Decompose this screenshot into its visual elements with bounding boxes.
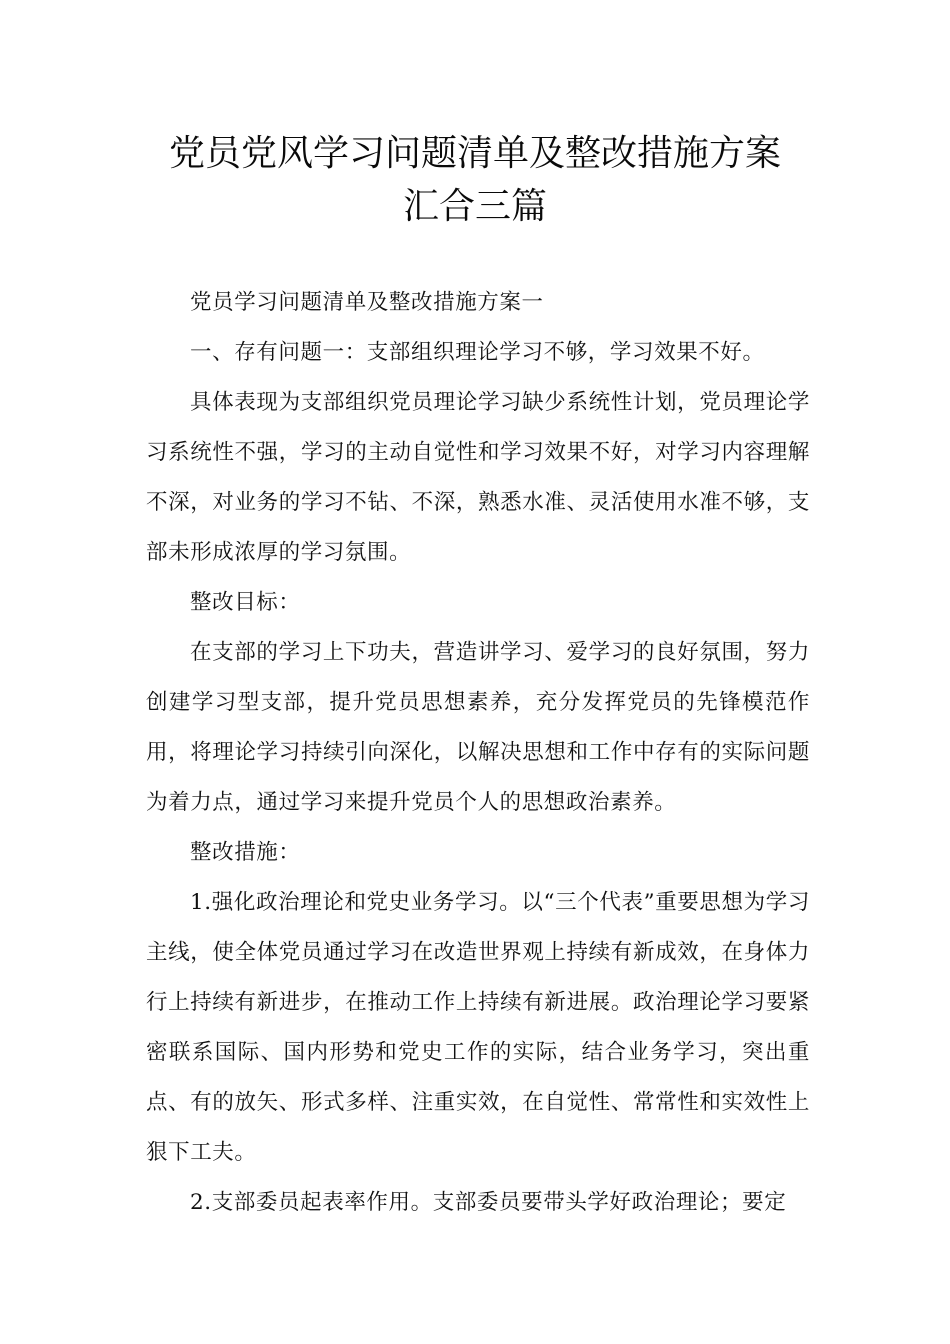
paragraph-problem-one: 一、存有问题一：支部组织理论学习不够，学习效果不好。 (190, 340, 765, 365)
paragraph-problem-details: 具体表现为支部组织党员理论学习缺少系统性计划，党员理论学习系统性不强，学习的主动自觉性和学习效果不好，对学习内容理解不深，对业务的学习不钻、不深，熟悉水准、灵活使用水准不够，支部未形成浓厚的学习氛围。 (146, 390, 810, 565)
document-title-line-2: 汇合三篇 (402, 186, 547, 227)
paragraph-measures-heading: 整改措施： (190, 840, 301, 865)
paragraph-goal-details: 在支部的学习上下功夫，营造讲学习、爱学习的良好氛围，努力创建学习型支部，提升党员思想素养，充分发挥党员的先锋模范作用，将理论学习持续引向深化，以解决思想和工作中存有的实际问题为着力点，通过学习来提升党员个人的思想政治素养。 (146, 640, 810, 815)
paragraph-goal-heading: 整改目标： (190, 590, 301, 615)
document-title-line-1: 党员党风学习问题清单及整改措施方案 (168, 133, 781, 174)
paragraph-measure-2: 2.支部委员起表率作用。支部委员要带头学好政治理论；要定 (190, 1190, 787, 1215)
paragraph-section-heading: 党员学习问题清单及整改措施方案一 (190, 290, 544, 315)
paragraph-measure-1: 1.强化政治理论和党史业务学习。以“三个代表”重要思想为学习主线，使全体党员通过学习在改造世界观上持续有新成效，在身体力行上持续有新进步，在推动工作上持续有新进展。政治理论学习要紧密联系国际、国内形势和党史工作的实际，结合业务学习，突出重点、有的放矢、形式多样、注重实效，在自觉性、常常性和实效性上狠下工夫。 (146, 890, 810, 1165)
document-body (146, 278, 810, 1228)
